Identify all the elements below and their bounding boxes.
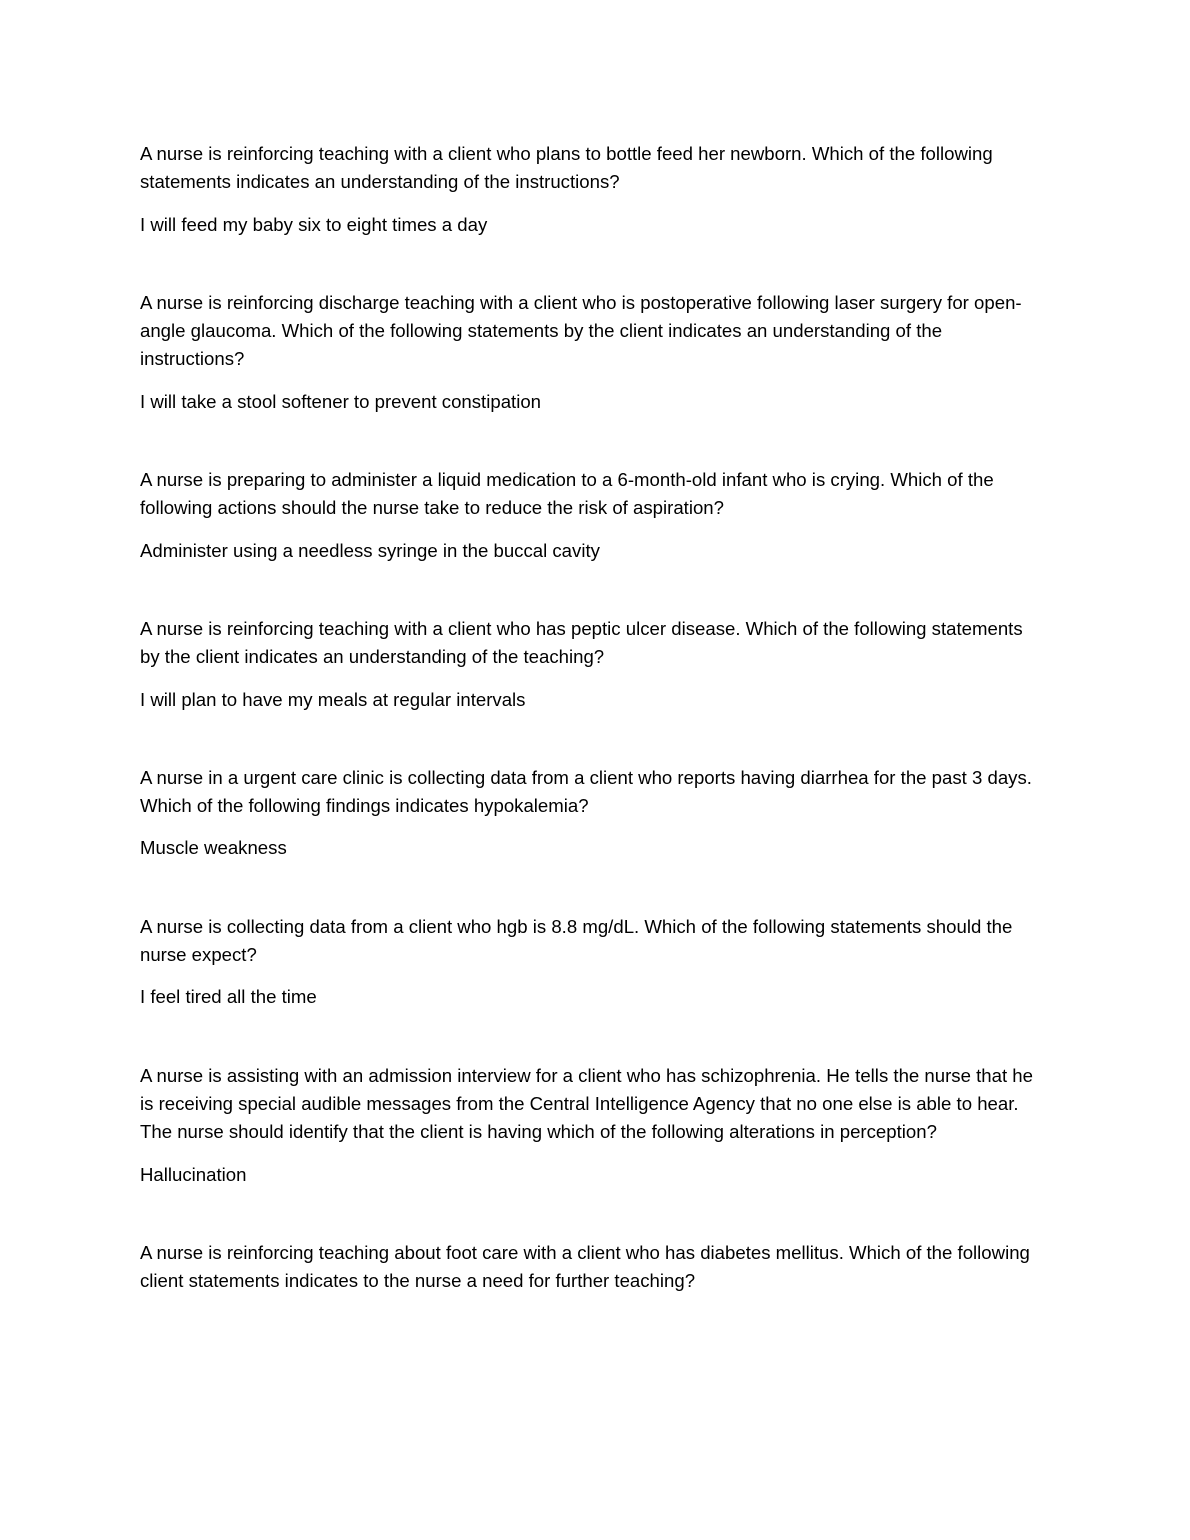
answer-text: I feel tired all the time bbox=[140, 986, 317, 1008]
qa-item-5 bbox=[140, 764, 1045, 863]
answer-text: Muscle weakness bbox=[140, 837, 287, 859]
qa-item-1 bbox=[140, 140, 1045, 239]
answer-text: I will take a stool softener to prevent constipation bbox=[140, 390, 542, 412]
document-body bbox=[140, 140, 1045, 1345]
qa-item-8 bbox=[140, 1239, 1045, 1296]
question-text: A nurse is assisting with an admission interview for a client who has schizophrenia. He tells the nurse that he is receiving special audible messages from the Central Intelligence Agency that no one else is able to hear. The nurse should identify that the client is having which of the following alterations in perception? bbox=[140, 1064, 1033, 1143]
qa-item-4 bbox=[140, 615, 1045, 714]
qa-item-2 bbox=[140, 289, 1045, 416]
question-text: A nurse is preparing to administer a liquid medication to a 6-month-old infant who is crying. Which of the following actions should the nurse take to reduce the risk of aspiration? bbox=[140, 469, 994, 519]
answer-text: I will feed my baby six to eight times a day bbox=[140, 213, 488, 235]
qa-item-3 bbox=[140, 466, 1045, 565]
question-text: A nurse is reinforcing teaching about foot care with a client who has diabetes mellitus. Which of the following client statements indicates to the nurse a need for further teaching? bbox=[140, 1241, 1030, 1292]
qa-item-7 bbox=[140, 1062, 1045, 1189]
qa-item-6 bbox=[140, 913, 1045, 1012]
answer-text: Administer using a needless syringe in the buccal cavity bbox=[140, 539, 600, 561]
question-text: A nurse is reinforcing teaching with a client who has peptic ulcer disease. Which of the following statements by the client indicates an understanding of the teaching? bbox=[140, 617, 1023, 668]
question-text: A nurse is reinforcing discharge teaching with a client who is postoperative following laser surgery for open-angle glaucoma. Which of the following statements by the client indicates an understanding of the instructions? bbox=[140, 291, 1022, 370]
answer-text: I will plan to have my meals at regular intervals bbox=[140, 688, 526, 710]
answer-text: Hallucination bbox=[140, 1163, 247, 1185]
question-text: A nurse is collecting data from a client who hgb is 8.8 mg/dL. Which of the following statements should the nurse expect? bbox=[140, 915, 1013, 966]
question-text: A nurse in a urgent care clinic is collecting data from a client who reports having diarrhea for the past 3 days. Which of the following findings indicates hypokalemia? bbox=[140, 766, 1032, 817]
question-text: A nurse is reinforcing teaching with a client who plans to bottle feed her newborn. Which of the following statements indicates an understanding of the instructions? bbox=[140, 143, 993, 193]
